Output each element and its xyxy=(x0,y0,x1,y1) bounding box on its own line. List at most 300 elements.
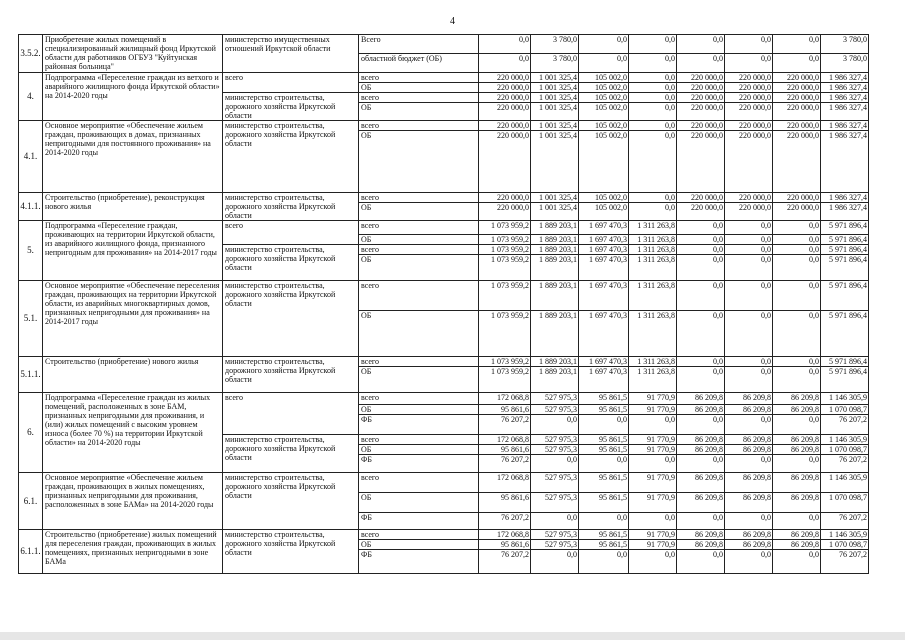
amount-cell: 86 209,8 xyxy=(677,540,725,550)
amount-cell: 1 889 203,1 xyxy=(531,245,579,255)
amount-cell: 1 311 263,8 xyxy=(629,367,677,393)
amount-cell: 1 073 959,2 xyxy=(479,367,531,393)
amount-cell: 1 986 327,4 xyxy=(821,73,869,83)
amount-cell: 86 209,8 xyxy=(773,530,821,540)
amount-cell: 86 209,8 xyxy=(725,530,773,540)
amount-cell: 220 000,0 xyxy=(725,121,773,131)
amount-cell: 220 000,0 xyxy=(479,131,531,193)
funding-source: ОБ xyxy=(359,83,479,93)
amount-cell: 1 697 470,3 xyxy=(579,245,629,255)
row-executor: министерство строительства, дорожного хозяйства Иркутской области xyxy=(223,530,359,574)
amount-cell: 527 975,3 xyxy=(531,393,579,405)
amount-cell: 86 209,8 xyxy=(773,405,821,415)
amount-cell: 86 209,8 xyxy=(725,393,773,405)
amount-cell: 0,0 xyxy=(629,54,677,73)
amount-cell: 1 697 470,3 xyxy=(579,311,629,357)
amount-cell: 527 975,3 xyxy=(531,445,579,455)
amount-cell: 5 971 896,4 xyxy=(821,221,869,235)
amount-cell: 0,0 xyxy=(677,357,725,367)
amount-cell: 86 209,8 xyxy=(725,473,773,493)
amount-cell: 95 861,5 xyxy=(579,530,629,540)
row-executor: министерство строительства, дорожного хозяйства Иркутской области xyxy=(223,473,359,530)
page-number: 4 xyxy=(450,16,455,27)
amount-cell: 91 770,9 xyxy=(629,393,677,405)
amount-cell: 0,0 xyxy=(725,513,773,530)
amount-cell: 527 975,3 xyxy=(531,530,579,540)
amount-cell: 86 209,8 xyxy=(773,473,821,493)
amount-cell: 527 975,3 xyxy=(531,405,579,415)
amount-cell: 86 209,8 xyxy=(773,540,821,550)
amount-cell: 76 207,2 xyxy=(821,415,869,435)
amount-cell: 76 207,2 xyxy=(821,455,869,473)
amount-cell: 1 001 325,4 xyxy=(531,193,579,203)
amount-cell: 220 000,0 xyxy=(773,93,821,103)
amount-cell: 1 073 959,2 xyxy=(479,311,531,357)
amount-cell: 5 971 896,4 xyxy=(821,245,869,255)
row-name: Строительство (приобретение), реконструкция нового жилья xyxy=(43,193,223,221)
amount-cell: 220 000,0 xyxy=(677,93,725,103)
amount-cell: 0,0 xyxy=(773,367,821,393)
row-executor: министерство строительства, дорожного хозяйства Иркутской области xyxy=(223,435,359,473)
table-body xyxy=(19,35,905,574)
amount-cell: 95 861,6 xyxy=(479,445,531,455)
amount-cell: 527 975,3 xyxy=(531,435,579,445)
amount-cell: 220 000,0 xyxy=(773,203,821,221)
budget-table xyxy=(18,34,905,574)
amount-cell: 86 209,8 xyxy=(677,445,725,455)
amount-cell: 91 770,9 xyxy=(629,493,677,513)
amount-cell: 0,0 xyxy=(579,54,629,73)
amount-cell: 0,0 xyxy=(773,550,821,574)
amount-cell: 0,0 xyxy=(579,550,629,574)
table-row xyxy=(19,121,905,131)
amount-cell: 1 073 959,2 xyxy=(479,235,531,245)
amount-cell: 0,0 xyxy=(479,54,531,73)
amount-cell: 0,0 xyxy=(773,235,821,245)
amount-cell: 0,0 xyxy=(773,281,821,311)
amount-cell: 0,0 xyxy=(773,455,821,473)
amount-cell: 1 001 325,4 xyxy=(531,93,579,103)
amount-cell: 0,0 xyxy=(725,221,773,235)
row-code: 5. xyxy=(19,221,43,281)
amount-cell: 1 889 203,1 xyxy=(531,367,579,393)
amount-cell: 0,0 xyxy=(629,550,677,574)
amount-cell: 0,0 xyxy=(725,357,773,367)
amount-cell: 220 000,0 xyxy=(725,73,773,83)
funding-source: ОБ xyxy=(359,103,479,121)
amount-cell: 86 209,8 xyxy=(773,435,821,445)
amount-cell: 0,0 xyxy=(629,203,677,221)
funding-source: ФБ xyxy=(359,550,479,574)
amount-cell: 95 861,5 xyxy=(579,445,629,455)
amount-cell: 95 861,6 xyxy=(479,405,531,415)
funding-source: областной бюджет (ОБ) xyxy=(359,54,479,73)
row-name: Строительство (приобретение) нового жилья xyxy=(43,357,223,393)
amount-cell: 0,0 xyxy=(531,550,579,574)
amount-cell: 220 000,0 xyxy=(479,121,531,131)
amount-cell: 95 861,5 xyxy=(579,405,629,415)
amount-cell: 5 971 896,4 xyxy=(821,357,869,367)
amount-cell: 0,0 xyxy=(773,311,821,357)
amount-cell: 1 697 470,3 xyxy=(579,255,629,281)
amount-cell: 1 311 263,8 xyxy=(629,311,677,357)
amount-cell: 86 209,8 xyxy=(677,435,725,445)
amount-cell: 91 770,9 xyxy=(629,405,677,415)
amount-cell: 1 697 470,3 xyxy=(579,357,629,367)
amount-cell: 3 780,0 xyxy=(531,35,579,54)
amount-cell: 0,0 xyxy=(629,93,677,103)
amount-cell: 5 971 896,4 xyxy=(821,255,869,281)
amount-cell: 105 002,0 xyxy=(579,73,629,83)
amount-cell: 0,0 xyxy=(677,550,725,574)
row-name: Основное мероприятие «Обеспечение переселения граждан, проживающих на территории Иркутской области, из аварийных многоквартирных домов, признанных непригодными для проживания» на 2014-2017 годы xyxy=(43,281,223,357)
amount-cell: 1 889 203,1 xyxy=(531,255,579,281)
amount-cell: 0,0 xyxy=(629,35,677,54)
amount-cell: 0,0 xyxy=(773,415,821,435)
amount-cell: 1 073 959,2 xyxy=(479,245,531,255)
amount-cell: 220 000,0 xyxy=(677,131,725,193)
amount-cell: 1 986 327,4 xyxy=(821,121,869,131)
amount-cell: 76 207,2 xyxy=(479,415,531,435)
amount-cell: 1 986 327,4 xyxy=(821,193,869,203)
amount-cell: 0,0 xyxy=(677,245,725,255)
funding-source: всего xyxy=(359,193,479,203)
table-row xyxy=(19,221,905,235)
amount-cell: 3 780,0 xyxy=(821,35,869,54)
amount-cell: 1 986 327,4 xyxy=(821,83,869,93)
amount-cell: 91 770,9 xyxy=(629,435,677,445)
amount-cell: 0,0 xyxy=(677,311,725,357)
amount-cell: 0,0 xyxy=(629,193,677,203)
row-executor: всего xyxy=(223,221,359,245)
amount-cell: 95 861,5 xyxy=(579,435,629,445)
amount-cell: 1 073 959,2 xyxy=(479,221,531,235)
amount-cell: 1 986 327,4 xyxy=(821,103,869,121)
row-code: 4.1.1. xyxy=(19,193,43,221)
amount-cell: 1 311 263,8 xyxy=(629,281,677,311)
amount-cell: 76 207,2 xyxy=(821,550,869,574)
amount-cell: 0,0 xyxy=(677,367,725,393)
amount-cell: 0,0 xyxy=(725,281,773,311)
amount-cell: 86 209,8 xyxy=(725,540,773,550)
amount-cell: 0,0 xyxy=(629,73,677,83)
amount-cell: 0,0 xyxy=(725,235,773,245)
funding-source: всего xyxy=(359,93,479,103)
amount-cell: 220 000,0 xyxy=(677,73,725,83)
amount-cell: 0,0 xyxy=(579,513,629,530)
amount-cell: 0,0 xyxy=(629,83,677,93)
amount-cell: 1 311 263,8 xyxy=(629,255,677,281)
funding-source: всего xyxy=(359,473,479,493)
amount-cell: 3 780,0 xyxy=(531,54,579,73)
row-name: Основное мероприятие «Обеспечение жильем граждан, проживающих в жилых помещениях, признанных непригодными для проживания, расположенных в зоне БАМа» на 2014-2020 годы xyxy=(43,473,223,530)
funding-source: всего xyxy=(359,221,479,235)
amount-cell: 86 209,8 xyxy=(725,445,773,455)
funding-source: ОБ xyxy=(359,493,479,513)
amount-cell: 1 889 203,1 xyxy=(531,221,579,235)
amount-cell: 95 861,6 xyxy=(479,540,531,550)
row-code: 5.1. xyxy=(19,281,43,357)
amount-cell: 0,0 xyxy=(531,513,579,530)
amount-cell: 220 000,0 xyxy=(479,93,531,103)
amount-cell: 1 073 959,2 xyxy=(479,255,531,281)
row-executor: министерство строительства, дорожного хозяйства Иркутской области xyxy=(223,193,359,221)
amount-cell: 1 070 098,7 xyxy=(821,445,869,455)
amount-cell: 95 861,5 xyxy=(579,393,629,405)
amount-cell: 86 209,8 xyxy=(677,393,725,405)
row-executor: министерство строительства, дорожного хозяйства Иркутской области xyxy=(223,357,359,393)
amount-cell: 1 070 098,7 xyxy=(821,405,869,415)
amount-cell: 1 001 325,4 xyxy=(531,103,579,121)
row-executor: всего xyxy=(223,393,359,435)
amount-cell: 105 002,0 xyxy=(579,131,629,193)
amount-cell: 0,0 xyxy=(629,513,677,530)
amount-cell: 527 975,3 xyxy=(531,493,579,513)
table-row xyxy=(19,530,905,540)
row-code: 4.1. xyxy=(19,121,43,193)
funding-source: ОБ xyxy=(359,311,479,357)
funding-source: ОБ xyxy=(359,367,479,393)
amount-cell: 220 000,0 xyxy=(725,103,773,121)
amount-cell: 0,0 xyxy=(677,221,725,235)
amount-cell: 1 001 325,4 xyxy=(531,131,579,193)
amount-cell: 105 002,0 xyxy=(579,83,629,93)
amount-cell: 1 697 470,3 xyxy=(579,281,629,311)
funding-source: ФБ xyxy=(359,513,479,530)
amount-cell: 220 000,0 xyxy=(773,73,821,83)
amount-cell: 91 770,9 xyxy=(629,445,677,455)
funding-source: ФБ xyxy=(359,415,479,435)
amount-cell: 0,0 xyxy=(629,415,677,435)
amount-cell: 220 000,0 xyxy=(677,121,725,131)
funding-source: ОБ xyxy=(359,445,479,455)
amount-cell: 105 002,0 xyxy=(579,193,629,203)
table-row xyxy=(19,35,905,54)
amount-cell: 220 000,0 xyxy=(677,193,725,203)
amount-cell: 1 073 959,2 xyxy=(479,281,531,311)
amount-cell: 0,0 xyxy=(677,415,725,435)
amount-cell: 1 986 327,4 xyxy=(821,203,869,221)
row-code: 3.5.2. xyxy=(19,35,43,73)
amount-cell: 91 770,9 xyxy=(629,530,677,540)
amount-cell: 0,0 xyxy=(773,221,821,235)
amount-cell: 220 000,0 xyxy=(479,73,531,83)
amount-cell: 86 209,8 xyxy=(677,530,725,540)
amount-cell: 1 889 203,1 xyxy=(531,235,579,245)
amount-cell: 172 068,8 xyxy=(479,435,531,445)
funding-source: Всего xyxy=(359,35,479,54)
row-name: Подпрограмма «Переселение граждан, проживающих на территории Иркутской области, из аварийного жилищного фонда, признанного непригодным для проживания» на 2014-2017 годы xyxy=(43,221,223,281)
amount-cell: 91 770,9 xyxy=(629,473,677,493)
amount-cell: 3 780,0 xyxy=(821,54,869,73)
amount-cell: 220 000,0 xyxy=(725,93,773,103)
amount-cell: 1 889 203,1 xyxy=(531,311,579,357)
amount-cell: 0,0 xyxy=(773,245,821,255)
amount-cell: 220 000,0 xyxy=(479,83,531,93)
amount-cell: 1 986 327,4 xyxy=(821,93,869,103)
funding-source: ОБ xyxy=(359,131,479,193)
amount-cell: 0,0 xyxy=(677,235,725,245)
amount-cell: 1 311 263,8 xyxy=(629,221,677,235)
row-code: 6.1. xyxy=(19,473,43,530)
amount-cell: 5 971 896,4 xyxy=(821,367,869,393)
amount-cell: 0,0 xyxy=(725,255,773,281)
funding-source: ОБ xyxy=(359,405,479,415)
amount-cell: 0,0 xyxy=(579,35,629,54)
amount-cell: 1 073 959,2 xyxy=(479,357,531,367)
amount-cell: 1 311 263,8 xyxy=(629,245,677,255)
amount-cell: 220 000,0 xyxy=(773,193,821,203)
row-executor: министерство строительства, дорожного хозяйства Иркутской области xyxy=(223,245,359,281)
funding-source: всего xyxy=(359,435,479,445)
amount-cell: 1 001 325,4 xyxy=(531,83,579,93)
funding-source: всего xyxy=(359,121,479,131)
amount-cell: 0,0 xyxy=(677,54,725,73)
amount-cell: 1 001 325,4 xyxy=(531,121,579,131)
funding-source: всего xyxy=(359,245,479,255)
amount-cell: 220 000,0 xyxy=(479,193,531,203)
amount-cell: 527 975,3 xyxy=(531,473,579,493)
amount-cell: 76 207,2 xyxy=(479,455,531,473)
amount-cell: 86 209,8 xyxy=(677,405,725,415)
amount-cell: 0,0 xyxy=(773,255,821,281)
table-row xyxy=(19,73,905,83)
amount-cell: 1 001 325,4 xyxy=(531,203,579,221)
funding-source: всего xyxy=(359,357,479,367)
amount-cell: 0,0 xyxy=(677,255,725,281)
amount-cell: 1 146 305,9 xyxy=(821,530,869,540)
amount-cell: 105 002,0 xyxy=(579,103,629,121)
row-name: Основное мероприятие «Обеспечение жильем граждан, проживающих в домах, признанных непригодными для постоянного проживания» на 2014-2020 годы xyxy=(43,121,223,193)
funding-source: ОБ xyxy=(359,540,479,550)
funding-source: всего xyxy=(359,393,479,405)
amount-cell: 86 209,8 xyxy=(725,405,773,415)
amount-cell: 1 311 263,8 xyxy=(629,235,677,245)
amount-cell: 76 207,2 xyxy=(479,550,531,574)
amount-cell: 105 002,0 xyxy=(579,121,629,131)
amount-cell: 5 971 896,4 xyxy=(821,281,869,311)
amount-cell: 86 209,8 xyxy=(677,473,725,493)
amount-cell: 0,0 xyxy=(725,415,773,435)
amount-cell: 1 070 098,7 xyxy=(821,493,869,513)
amount-cell: 220 000,0 xyxy=(773,121,821,131)
funding-source: всего xyxy=(359,281,479,311)
table-row xyxy=(19,357,905,367)
funding-source: ОБ xyxy=(359,235,479,245)
amount-cell: 95 861,5 xyxy=(579,493,629,513)
amount-cell: 1 146 305,9 xyxy=(821,393,869,405)
amount-cell: 1 986 327,4 xyxy=(821,131,869,193)
amount-cell: 1 697 470,3 xyxy=(579,367,629,393)
row-executor: всего xyxy=(223,73,359,93)
amount-cell: 86 209,8 xyxy=(773,493,821,513)
amount-cell: 220 000,0 xyxy=(773,83,821,93)
amount-cell: 5 971 896,4 xyxy=(821,235,869,245)
page-edge xyxy=(0,632,905,640)
table-row xyxy=(19,281,905,311)
row-name: Приобретение жилых помещений в специализированный жилищный фонд Иркутской области для работников ОГБУЗ "Куйтунская районная больница" xyxy=(43,35,223,73)
amount-cell: 0,0 xyxy=(725,367,773,393)
amount-cell: 220 000,0 xyxy=(677,103,725,121)
amount-cell: 86 209,8 xyxy=(677,493,725,513)
amount-cell: 0,0 xyxy=(677,281,725,311)
amount-cell: 0,0 xyxy=(677,35,725,54)
amount-cell: 220 000,0 xyxy=(725,193,773,203)
amount-cell: 1 070 098,7 xyxy=(821,540,869,550)
amount-cell: 0,0 xyxy=(629,455,677,473)
funding-source: ФБ xyxy=(359,455,479,473)
table-row xyxy=(19,193,905,203)
amount-cell: 1 697 470,3 xyxy=(579,221,629,235)
row-name: Подпрограмма «Переселение граждан из жилых помещений, расположенных в зоне БАМ, признанных непригодными для проживания, и (или) жилых помещений с высоким уровнем износа (более 70 %) на территории Иркутской области» на 2014-2020 годы xyxy=(43,393,223,473)
amount-cell: 0,0 xyxy=(629,103,677,121)
funding-source: ОБ xyxy=(359,255,479,281)
amount-cell: 105 002,0 xyxy=(579,203,629,221)
amount-cell: 220 000,0 xyxy=(725,131,773,193)
amount-cell: 1 146 305,9 xyxy=(821,473,869,493)
amount-cell: 0,0 xyxy=(531,455,579,473)
amount-cell: 0,0 xyxy=(725,550,773,574)
row-executor: министерство строительства, дорожного хозяйства Иркутской области xyxy=(223,121,359,193)
amount-cell: 0,0 xyxy=(725,311,773,357)
amount-cell: 220 000,0 xyxy=(677,203,725,221)
amount-cell: 0,0 xyxy=(773,357,821,367)
amount-cell: 220 000,0 xyxy=(479,203,531,221)
row-executor: министерство строительства, дорожного хозяйства Иркутской области xyxy=(223,93,359,121)
amount-cell: 105 002,0 xyxy=(579,93,629,103)
amount-cell: 1 001 325,4 xyxy=(531,73,579,83)
table-row xyxy=(19,393,905,405)
amount-cell: 0,0 xyxy=(479,35,531,54)
amount-cell: 0,0 xyxy=(725,54,773,73)
amount-cell: 95 861,6 xyxy=(479,493,531,513)
row-code: 6. xyxy=(19,393,43,473)
row-name: Подпрограмма «Переселение граждан из ветхого и аварийного жилищного фонда Иркутской области» на 2014-2020 годы xyxy=(43,73,223,121)
row-executor: министерство строительства, дорожного хозяйства Иркутской области xyxy=(223,281,359,357)
row-executor: министерство имущественных отношений Иркутской области xyxy=(223,35,359,73)
amount-cell: 76 207,2 xyxy=(479,513,531,530)
amount-cell: 0,0 xyxy=(725,35,773,54)
amount-cell: 220 000,0 xyxy=(725,203,773,221)
amount-cell: 95 861,5 xyxy=(579,540,629,550)
amount-cell: 0,0 xyxy=(579,455,629,473)
amount-cell: 0,0 xyxy=(579,415,629,435)
funding-source: всего xyxy=(359,530,479,540)
amount-cell: 0,0 xyxy=(677,513,725,530)
amount-cell: 95 861,5 xyxy=(579,473,629,493)
amount-cell: 0,0 xyxy=(725,455,773,473)
amount-cell: 220 000,0 xyxy=(677,83,725,93)
amount-cell: 0,0 xyxy=(773,513,821,530)
amount-cell: 1 311 263,8 xyxy=(629,357,677,367)
amount-cell: 0,0 xyxy=(677,455,725,473)
amount-cell: 0,0 xyxy=(725,245,773,255)
amount-cell: 220 000,0 xyxy=(773,103,821,121)
amount-cell: 1 146 305,9 xyxy=(821,435,869,445)
amount-cell: 1 889 203,1 xyxy=(531,357,579,367)
amount-cell: 86 209,8 xyxy=(773,445,821,455)
amount-cell: 0,0 xyxy=(773,54,821,73)
amount-cell: 220 000,0 xyxy=(479,103,531,121)
table-row xyxy=(19,473,905,493)
amount-cell: 172 068,8 xyxy=(479,473,531,493)
amount-cell: 220 000,0 xyxy=(725,83,773,93)
funding-source: ОБ xyxy=(359,203,479,221)
amount-cell: 220 000,0 xyxy=(773,131,821,193)
row-name: Строительство (приобретение) жилых помещений для переселения граждан, проживающих в жилых помещениях, признанных непригодными в зоне БАМа xyxy=(43,530,223,574)
amount-cell: 5 971 896,4 xyxy=(821,311,869,357)
amount-cell: 91 770,9 xyxy=(629,540,677,550)
